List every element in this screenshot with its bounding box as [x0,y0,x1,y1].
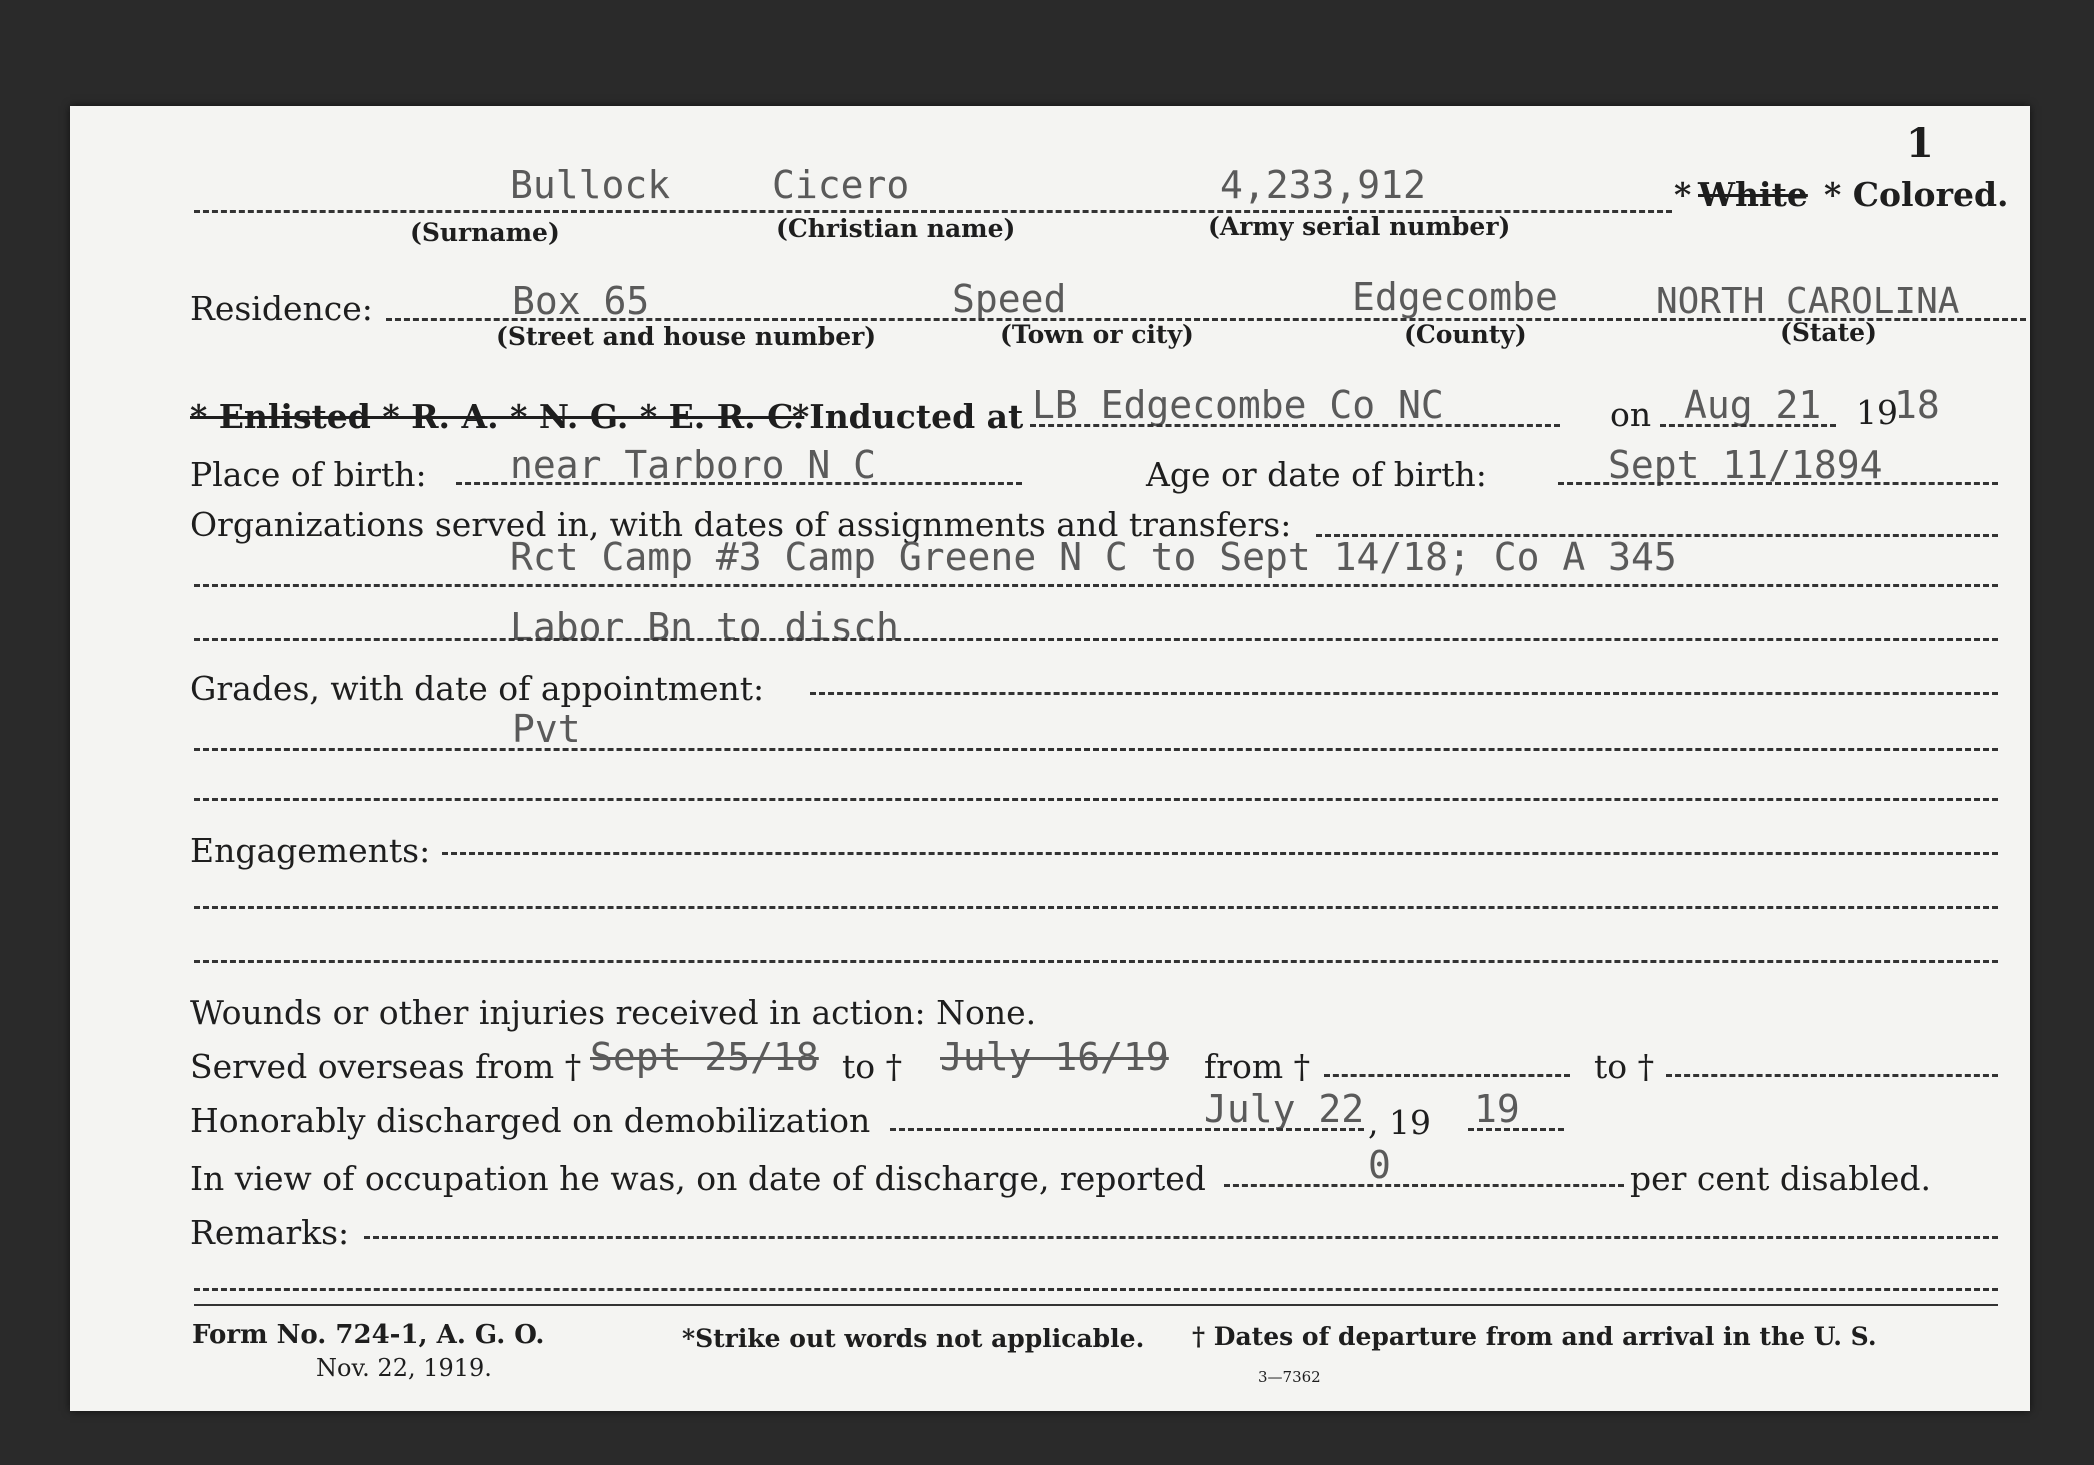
overseas-from2-label: from † [1204,1047,1311,1086]
surname-caption: (Surname) [410,218,560,247]
strike-note: *Strike out words not applicable. [682,1324,1145,1353]
state-value: NORTH CAROLINA [1656,281,1960,322]
county-value: Edgecombe [1352,275,1558,319]
white-struck: White [1698,175,1808,214]
discharge-year: 19 [1474,1087,1520,1131]
on-label: on [1610,395,1652,434]
form-date: Nov. 22, 1919. [316,1354,492,1382]
dates-note: † Dates of departure from and arrival in the U. S. [1192,1322,1877,1351]
overseas-from-label: Served overseas from † [190,1047,582,1086]
overseas-to2-label: to † [1594,1047,1655,1086]
state-caption: (State) [1780,318,1877,347]
inducted-at-value: LB Edgecombe Co NC [1032,383,1444,427]
enlisted-struck: * Enlisted * R. A. * N. G. * E. R. C. [190,397,805,436]
disability-label: In view of occupation he was, on date of discharge, reported [190,1159,1206,1198]
serial-caption: (Army serial number) [1208,212,1511,241]
disability-suffix: per cent disabled. [1630,1159,1932,1198]
county-caption: (County) [1404,320,1527,349]
disability-value: 0 [1368,1143,1391,1187]
year-prefix: 19 [1856,393,1898,432]
induction-date: Aug 21 [1684,383,1822,427]
street-caption: (Street and house number) [496,322,877,351]
discharge-label: Honorably discharged on demobilization [190,1101,871,1140]
organizations-line1: Rct Camp #3 Camp Greene N C to Sept 14/18; Co A 345 [510,535,1677,579]
induction-year: 18 [1894,383,1940,427]
overseas-to-label: to † [842,1047,903,1086]
serial-value: 4,233,912 [1220,163,1426,207]
organizations-label: Organizations served in, with dates of assignments and transfers: [190,505,1292,544]
form-number: Form No. 724-1, A. G. O. [192,1320,545,1350]
discharge-year-prefix: , 19 [1368,1103,1431,1142]
overseas-from-date: Sept 25/18 [590,1035,819,1079]
organizations-line2: Labor Bn to disch [510,605,899,649]
town-value: Speed [952,277,1067,321]
grades-value: Pvt [512,707,581,751]
place-of-birth-label: Place of birth: [190,455,427,494]
surname-value: Bullock [510,163,671,207]
inducted-label: *Inducted at [792,397,1024,436]
remarks-label: Remarks: [190,1213,350,1252]
print-code: 3—7362 [1258,1368,1321,1386]
place-of-birth-value: near Tarboro N C [510,443,877,487]
overseas-to-date: July 16/19 [940,1035,1169,1079]
birth-date-value: Sept 11/1894 [1608,443,1883,487]
residence-label: Residence: [190,289,373,328]
town-caption: (Town or city) [1000,320,1194,349]
wounds-text: Wounds or other injuries received in action: None. [190,993,1037,1032]
inducted-line [1030,424,1560,427]
card-number: 1 [1906,120,1934,167]
colored-label: * Colored. [1824,175,2009,214]
christian-name-caption: (Christian name) [776,214,1016,243]
service-card: 1 Bullock Cicero 4,233,912 * White * Colored. (Surname) (Christian name) (Army serial number) Residence: Box 65 Speed Edgecombe NORTH CAROLINA (Street and house number) (Town or city) (County) (State) * Enlisted * R. A. * N. G. * E. R. C. *Inducted at LB Edgecombe Co NC on Aug 21 19 18 Place of birth: near Tarboro N C Age or date of birth: Sept 11/1894 Organizations served in, with dates of assignments and transfers: Rct Camp #3 Camp Greene N C to Sept 14/18; Co A 345 Labor Bn to disch Grades, with date of appointment: Pvt Engagements: Wounds or other injuries received in action: None. Served overseas from † Sept 25/18 to † July 16/19 from † to † Honorably discharged on demobilization July 22 , 19 19 In view of occupation he was, on date of discharge, reported 0 per cent disabled. Remarks: Form No. 724-1, A. G. O. Nov. 22, 1919. *Strike out words not applicable. † Dates of departure from and arrival in the U. S. 3—7362 [70,106,2030,1411]
street-value: Box 65 [512,279,650,323]
grades-label: Grades, with date of appointment: [190,669,765,708]
engagements-label: Engagements: [190,831,431,870]
discharge-date: July 22 [1204,1087,1365,1131]
christian-name-value: Cicero [772,163,910,207]
age-label: Age or date of birth: [1146,455,1487,494]
